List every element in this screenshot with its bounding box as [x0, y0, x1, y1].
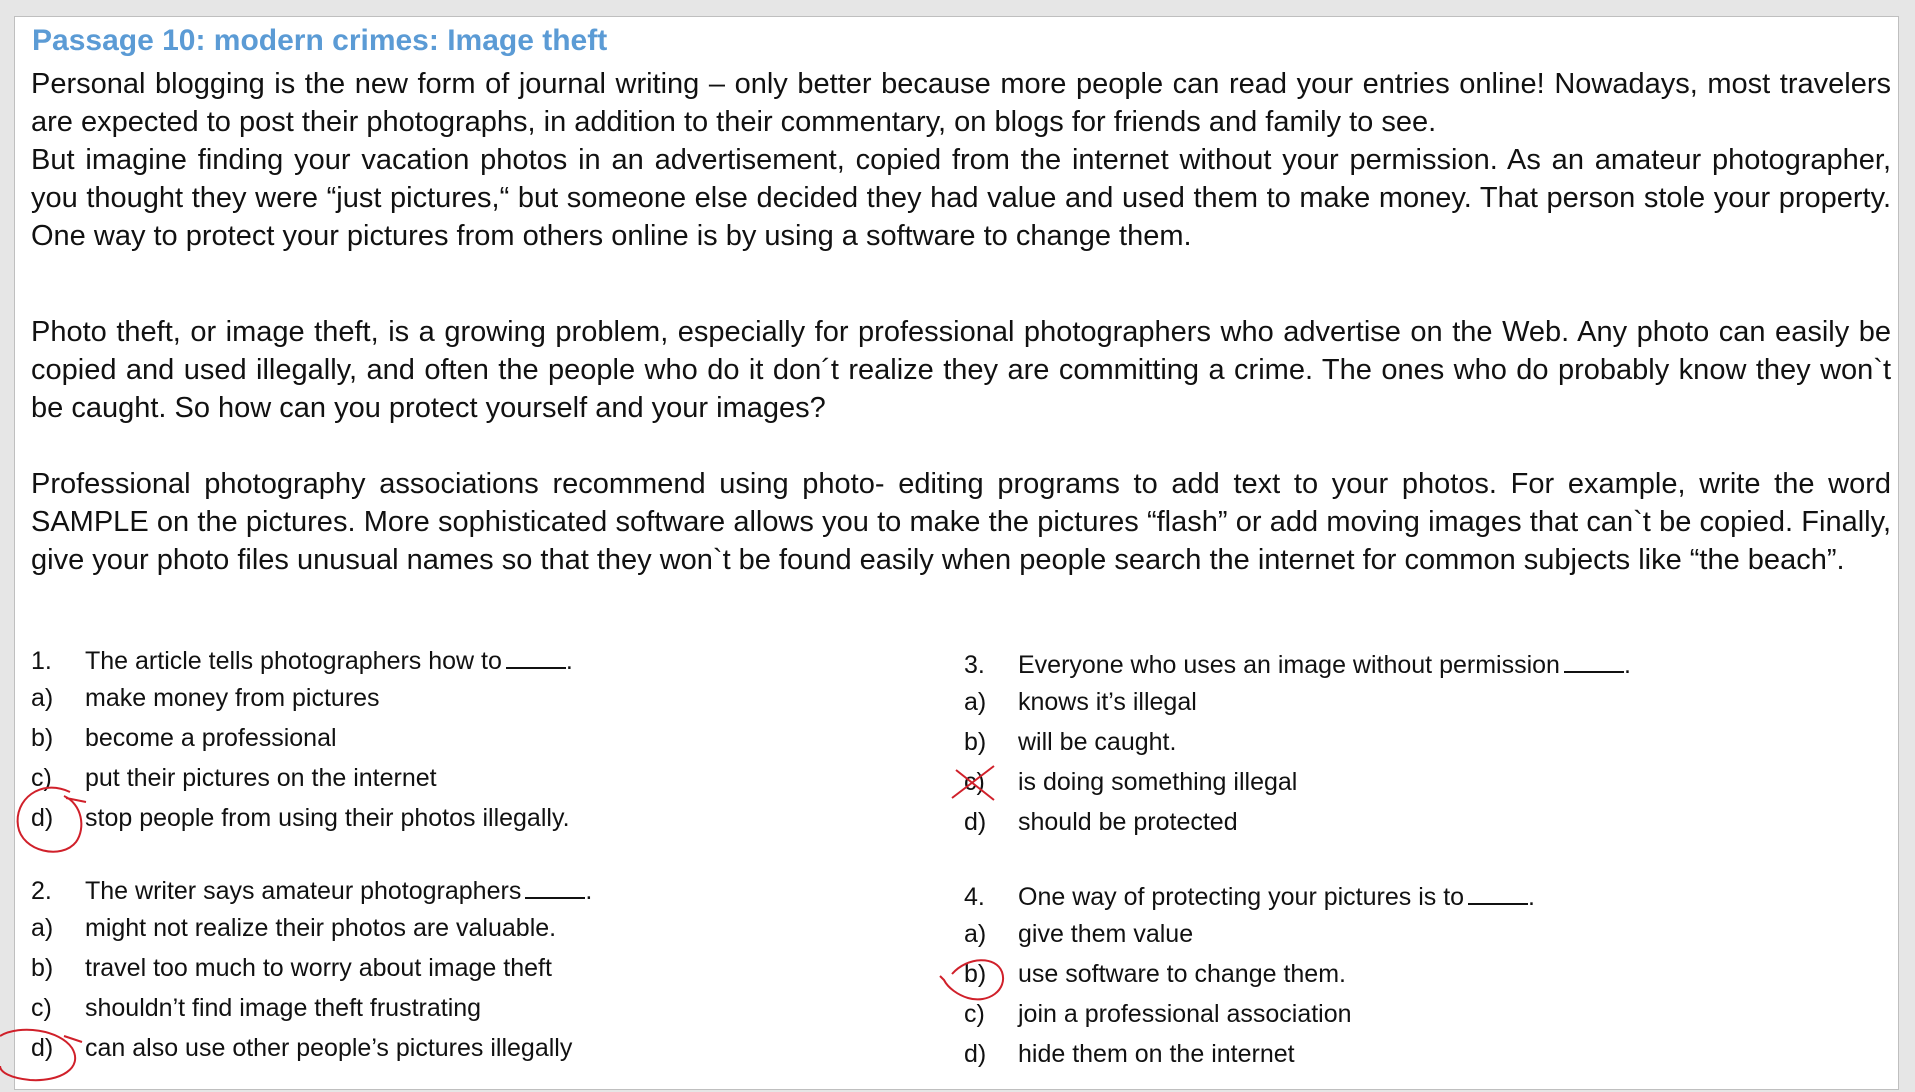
- answer-blank: [1564, 671, 1624, 673]
- paragraph-1a: Personal blogging is the new form of journal writing – only better because more people can read your entries online! Nowadays, most travelers are expected to post their photographs, in addition to their commentary, on blogs for friends and family to see.: [31, 68, 1891, 138]
- document-page: Passage 10: modern crimes: Image theft Personal blogging is the new form of journal writing – only better because more people can read your entries online! Nowadays, most travelers are expected to post their photographs, in addition to their commentary, on blogs for friends and family to see. But imagine finding your vacation photos in an advertisement, copied from the internet without your permission. As an amateur photographer, you thought they were “just pictures,“ but someone else decided they had value and used them to make money. That person stole your property. One way to protect your pictures from others online is by using a software to change them. Photo theft, or image theft, is a growing problem, especially for professional photographers who advertise on the Web. Any photo can easily be copied and used illegally, and often the people who do it don´t realize they are committing a crime. The ones who do probably know they won`t be caught. So how can you protect yourself and your images? Professional photography associations recommend using photo- editing programs to add text to your photos. For example, write the word SAMPLE on the pictures. More sophisticated software allows you to make the pictures “flash” or add moving images that can`t be copied. Finally, give your photo files unusual names so that they won`t be found easily when people search the internet for common subjects like “the beach”. 1. The article tells photographers how to . a) make money from pictures b) become a professional c) put their pictures on the internet d) stop people from using their photos illegally. 2. The writer says amateur photographers . a) might not realize their photos are valuable. b) travel too much to worry about image theft c) shouldn’t find image theft frustrating d) can also use other people’s pictures illegally 3. Everyone who uses an image without permission . a) knows it’s illegal b) will be caught. c) is doing something illegal d) should be protected 4. One way of protecting your pictures is to . a) give them value b) use software to change them. c) join a professional association d) hide them on the internet: [14, 16, 1899, 1090]
- answer-blank: [1468, 903, 1528, 905]
- answer-blank: [506, 667, 566, 669]
- paragraph-1b: But imagine finding your vacation photos in an advertisement, copied from the internet without your permission. As an amateur photographer, you thought they were “just pictures,“ but someone else decided they had value and used them to make money. That person stole your property. One way to protect your pictures from others online is by using a software to change them.: [31, 144, 1891, 252]
- paragraph-2: Photo theft, or image theft, is a growing problem, especially for professional photographers who advertise on the Web. Any photo can easily be copied and used illegally, and often the people who do it don´t realize they are committing a crime. The ones who do probably know they won`t be caught. So how can you protect yourself and your images?: [31, 316, 1891, 424]
- answer-blank: [525, 897, 585, 899]
- paragraph-1: [31, 65, 1891, 255]
- passage-title: Passage 10: modern crimes: Image theft: [32, 24, 608, 57]
- paragraph-3: Professional photography associations recommend using photo- editing programs to add text to your photos. For example, write the word SAMPLE on the pictures. More sophisticated software allows you to make the pictures “flash” or add moving images that can`t be copied. Finally, give your photo files unusual names so that they won`t be found easily when people search the internet for common subjects like “the beach”.: [31, 468, 1891, 576]
